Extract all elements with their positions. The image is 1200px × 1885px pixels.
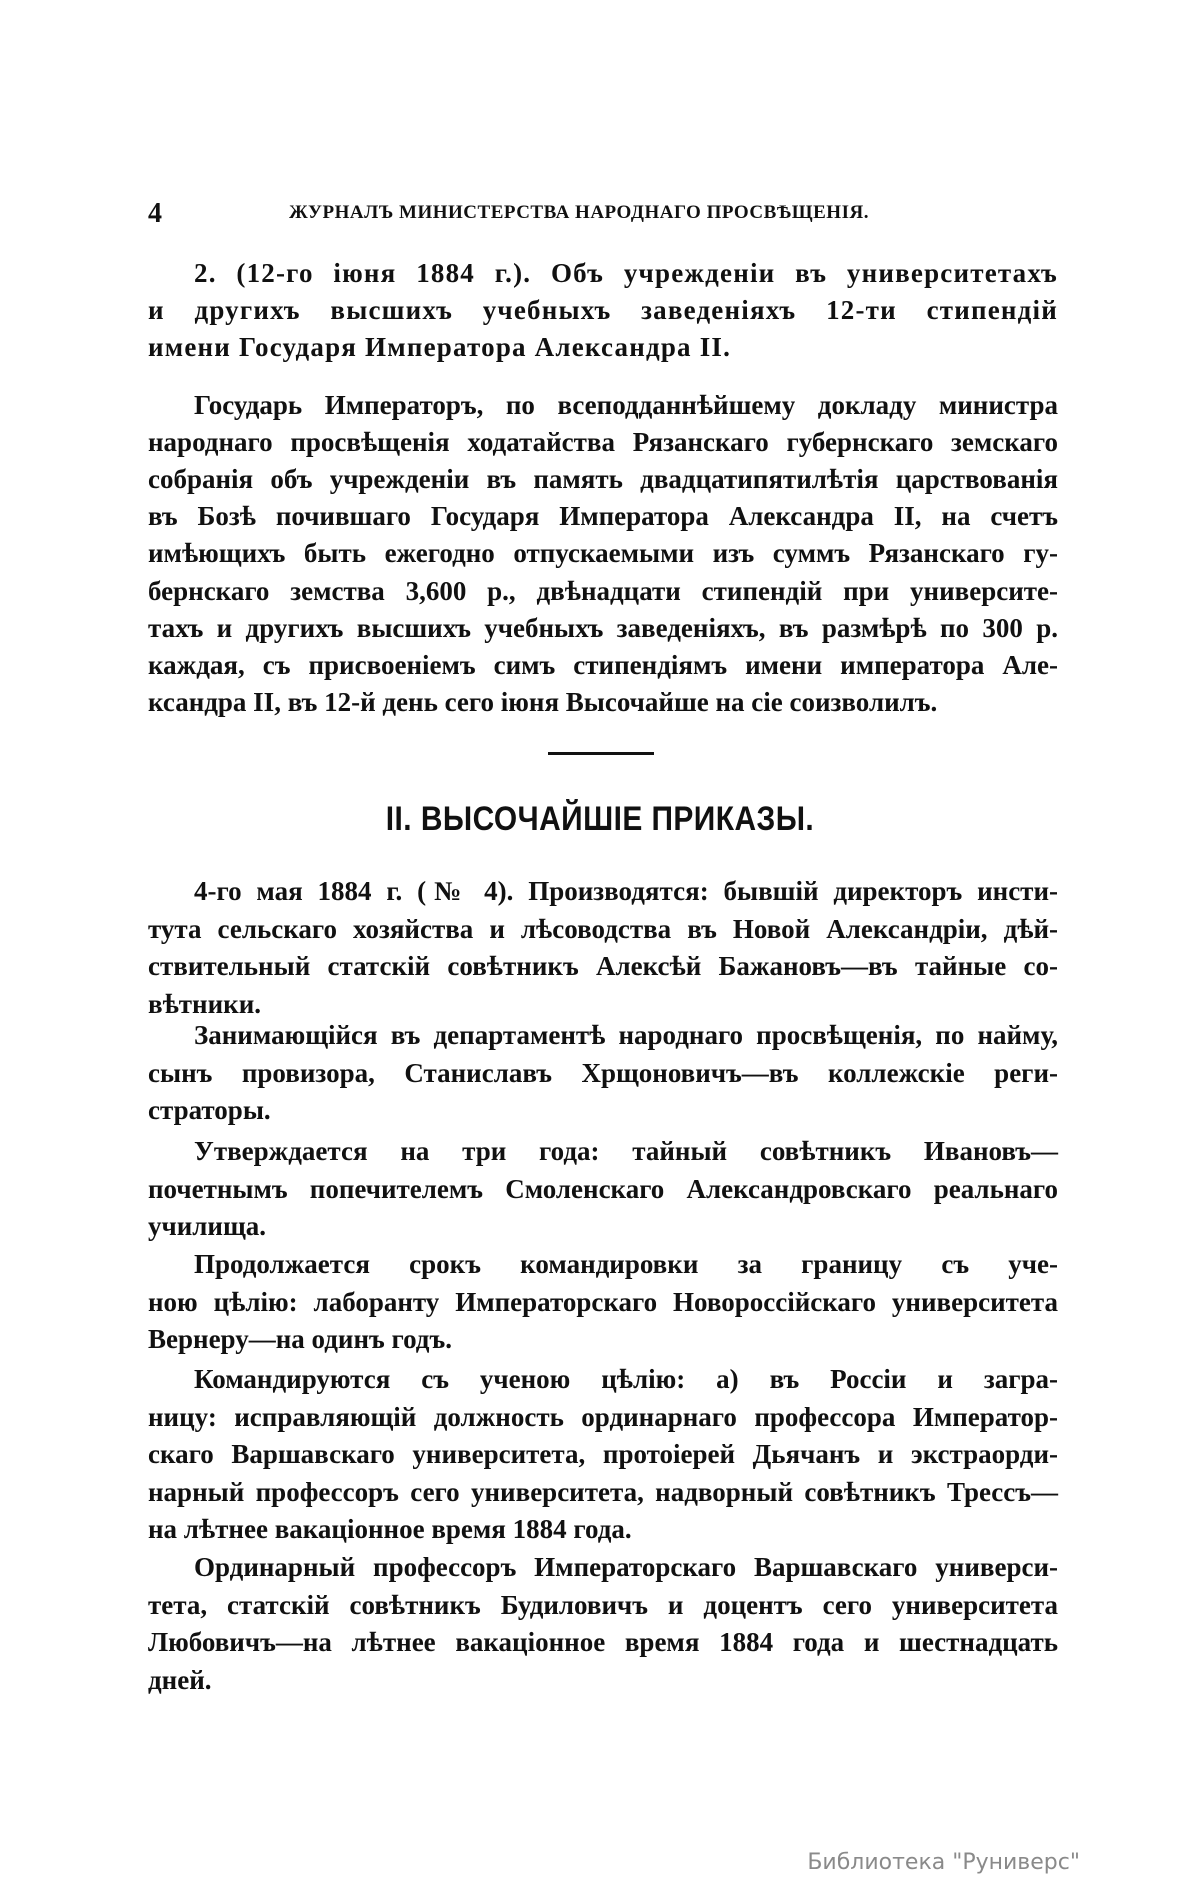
- text-line: ствительный статскій совѣтникъ Алексѣй Бажановъ—въ тайные со-: [148, 951, 1058, 981]
- text-line: народнаго просвѣщенія ходатайства Рязанскаго губернскаго земскаго: [148, 427, 1058, 458]
- text-line: Государь Императоръ, по всеподданнѣйшему докладу министра: [194, 390, 1058, 420]
- text-line: имѣющихъ быть ежегодно отпускаемыми изъ суммъ Рязанскаго гу-: [148, 538, 1058, 569]
- text-line: почетнымъ попечителемъ Смоленскаго Александровскаго реальнаго: [148, 1173, 1058, 1204]
- text-line: на лѣтнее вакаціонное время 1884 года.: [148, 1514, 632, 1544]
- text-line: вѣтники.: [148, 988, 262, 1019]
- page-number: 4: [148, 198, 162, 229]
- section-heading: II. ВЫСОЧАЙШІЕ ПРИКАЗЫ.: [385, 800, 815, 838]
- text-line: Любовичъ—на лѣтнее вакаціонное время 1884 года и шестнадцать: [148, 1627, 1058, 1657]
- text-line: тета, статскій совѣтникъ Будиловичъ и доцентъ сего университета: [148, 1589, 1058, 1620]
- running-title: ЖУРНАЛЪ МИНИСТЕРСТВА НАРОДНАГО ПРОСВѢЩЕНІЯ.: [289, 202, 869, 223]
- text-line: ницу: исправляющій должность ординарнаго профессора Император-: [148, 1401, 1058, 1432]
- text-line: Командируются съ ученою цѣлію: а) въ Россіи и загра-: [194, 1364, 1058, 1394]
- text-line: собранія объ учрежденіи въ память двадцатипятилѣтія царствованія: [148, 464, 1058, 495]
- text-line: ною цѣлію: лаборанту Императорскаго Новороссійскаго университета: [148, 1286, 1058, 1317]
- text-line: нарный профессоръ сего университета, надворный совѣтникъ Трессъ—: [148, 1476, 1058, 1507]
- text-line: сынъ провизора, Станиславъ Хрщоновичъ—въ коллежскіе реги-: [148, 1057, 1058, 1088]
- text-line: Утверждается на три года: тайный совѣтникъ Ивановъ—: [194, 1136, 1058, 1166]
- text-line: въ Бозѣ почившаго Государя Императора Александра II, на счетъ: [148, 501, 1058, 532]
- text-line: и другихъ высшихъ учебныхъ заведеніяхъ 12-ти стипендій: [148, 295, 1058, 326]
- text-line: страторы.: [148, 1095, 271, 1125]
- text-line: тута сельскаго хозяйства и лѣсоводства въ Новой Александріи, дѣй-: [148, 913, 1058, 944]
- text-line: 4-го мая 1884 г. (№ 4). Производятся: бывшій директоръ инсти-: [194, 876, 1058, 906]
- text-line: ксандра II, въ 12-й день сего іюня Высочайше на сіе соизволилъ.: [148, 686, 938, 717]
- text-line: 2. (12-го іюня 1884 г.). Объ учрежденіи въ университетахъ: [194, 258, 1058, 288]
- text-line: каждая, съ присвоеніемъ симъ стипендіямъ имени императора Але-: [148, 649, 1058, 680]
- text-line: имени Государя Императора Александра II.: [148, 332, 732, 363]
- text-line: бернскаго земства 3,600 р., двѣнадцати стипендій при университе-: [148, 575, 1058, 606]
- text-line: училища.: [148, 1211, 267, 1241]
- text-line: Продолжается срокъ командировки за границу съ уче-: [194, 1249, 1058, 1279]
- text-line: тахъ и другихъ высшихъ учебныхъ заведеніяхъ, въ размѣрѣ по 300 р.: [148, 612, 1058, 643]
- text-line: Ординарный профессоръ Императорскаго Варшавскаго универси-: [194, 1552, 1058, 1582]
- text-line: дней.: [148, 1664, 212, 1695]
- text-line: Занимающійся въ департаментѣ народнаго просвѣщенія, по найму,: [194, 1020, 1058, 1050]
- section-divider: [548, 752, 654, 755]
- text-line: скаго Варшавскаго университета, протоіерей Дьячанъ и экстраорди-: [148, 1439, 1058, 1469]
- library-watermark: Библиотека "Руниверс": [807, 1850, 1080, 1875]
- text-line: Вернеру—на одинъ годъ.: [148, 1324, 452, 1354]
